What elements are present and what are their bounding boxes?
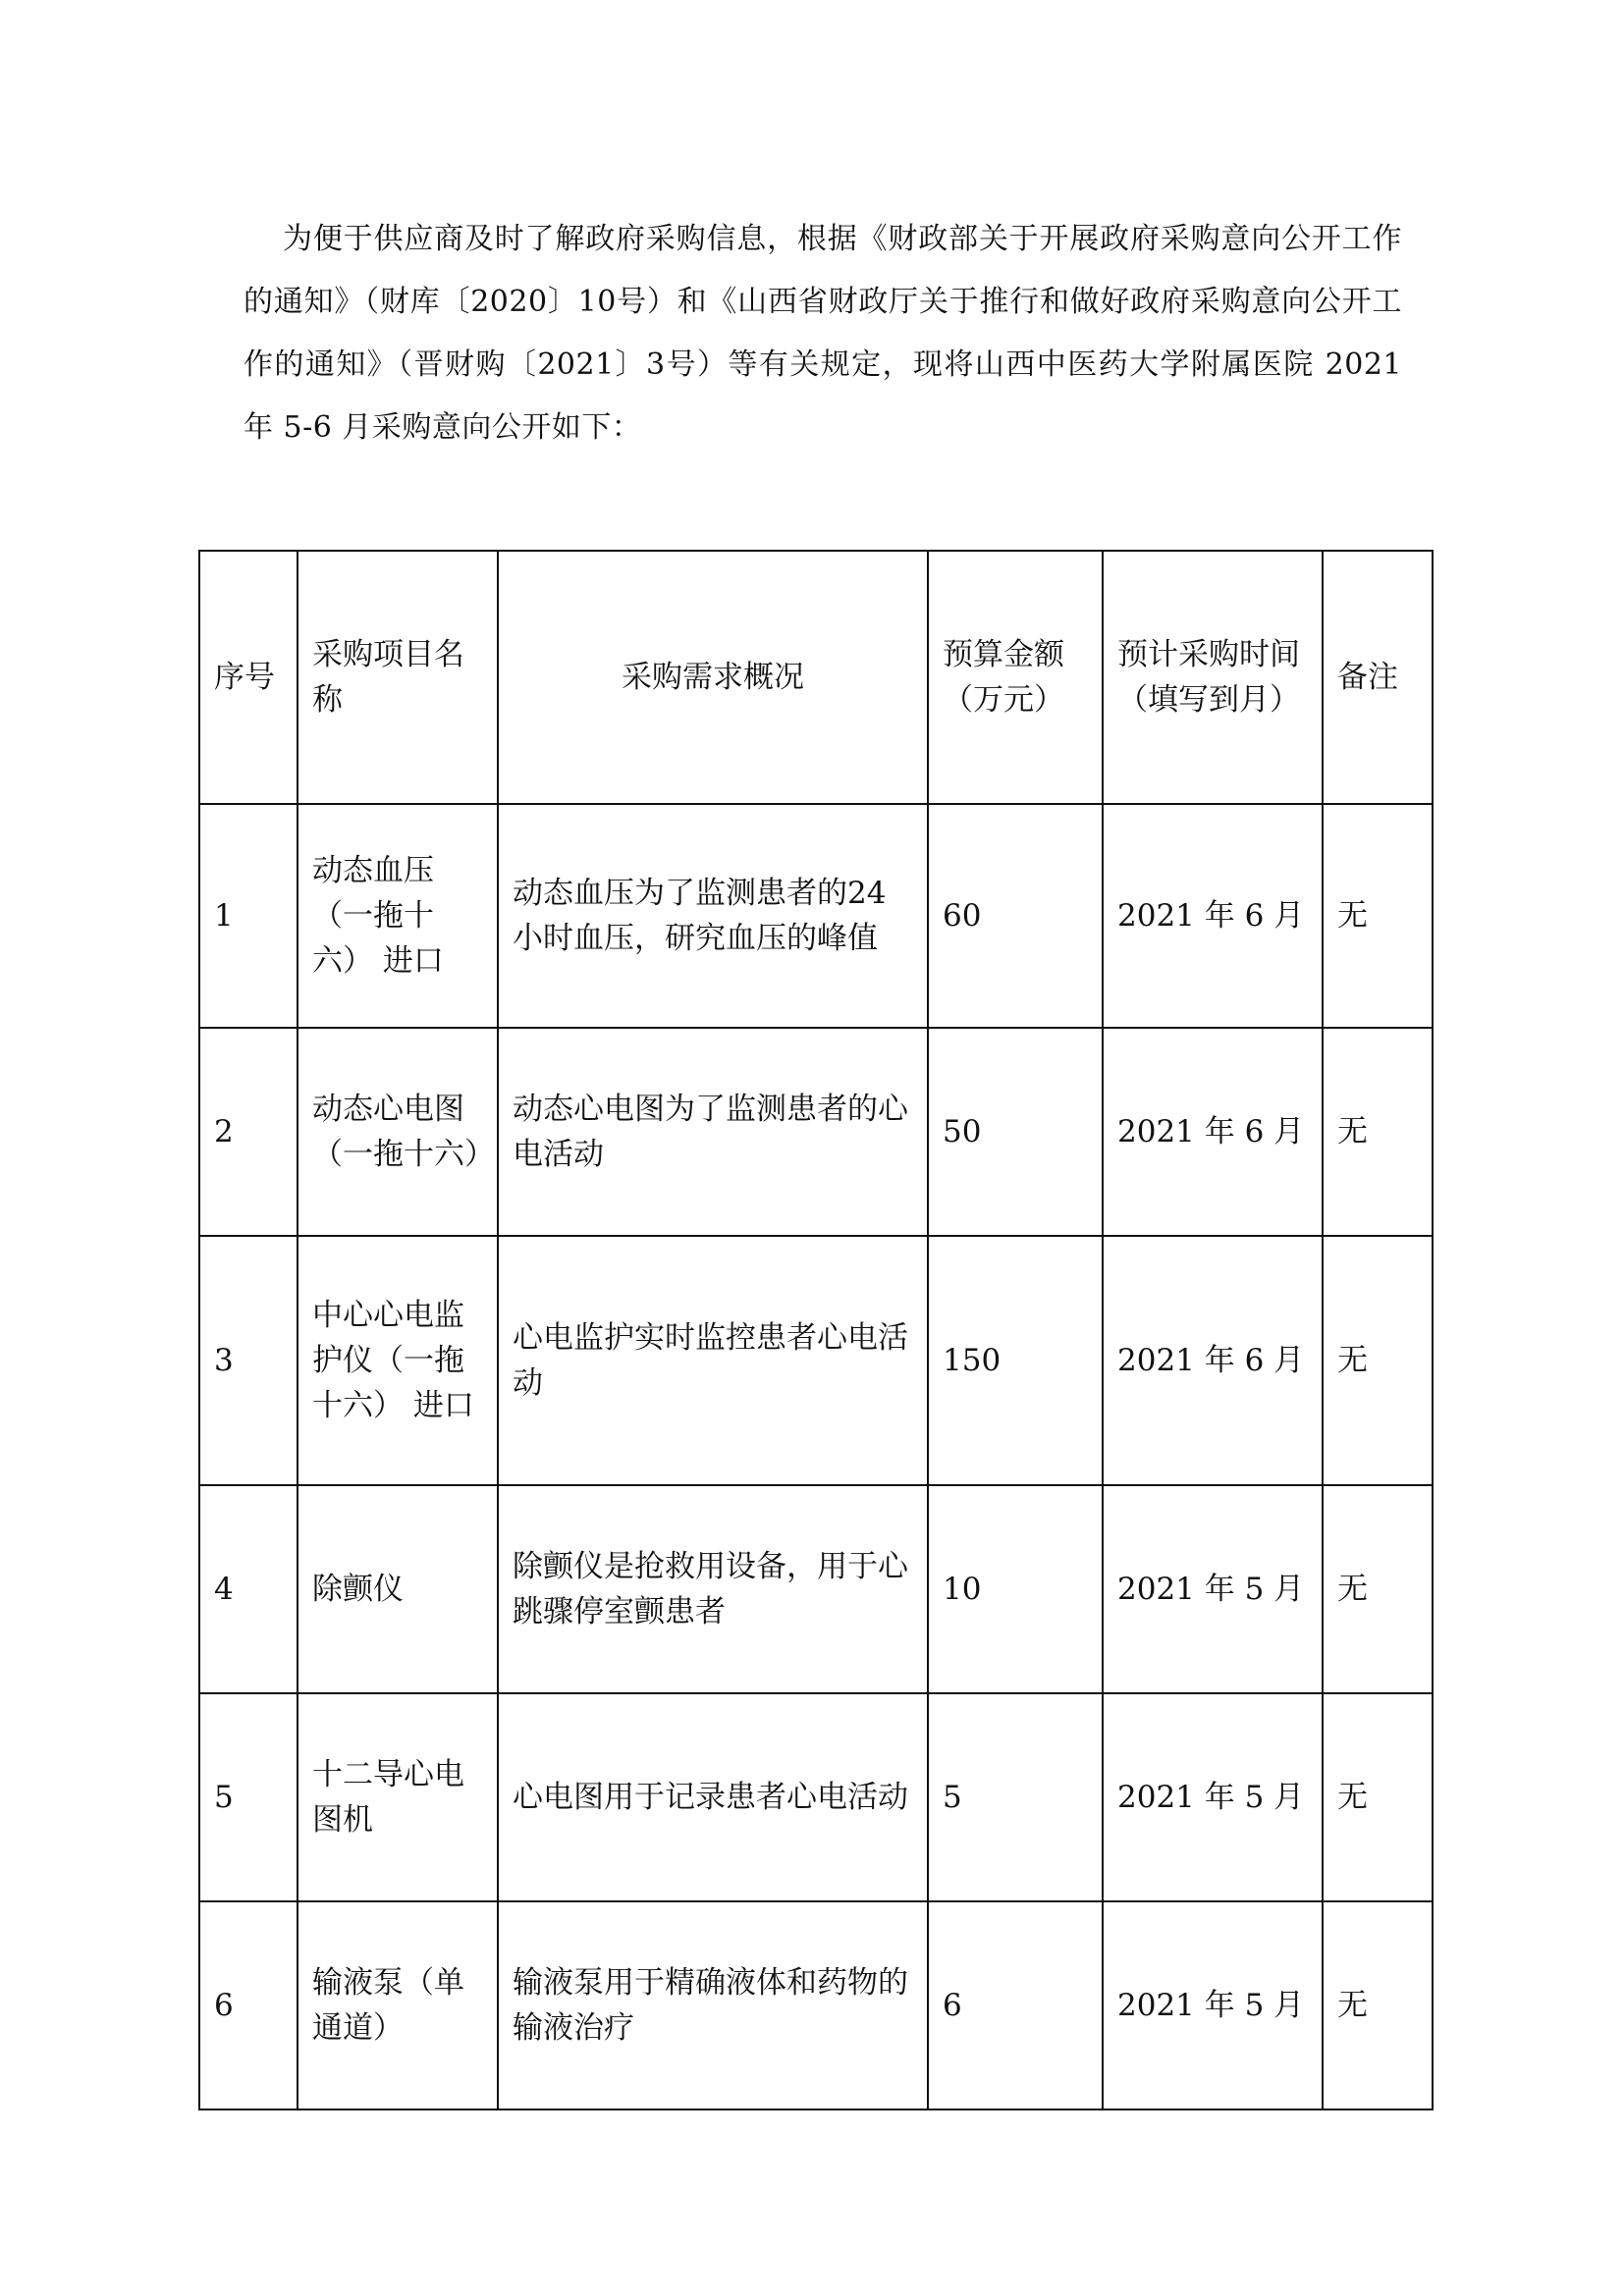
table-row	[199, 1901, 1433, 2109]
table-row	[199, 804, 1433, 1028]
table-row	[199, 1236, 1433, 1485]
header-name: 采购项目名称	[298, 551, 498, 804]
cell-time: 2021 年 5 月	[1103, 1693, 1323, 1901]
cell-desc: 动态血压为了监测患者的24小时血压，研究血压的峰值	[498, 804, 928, 1028]
header-time: 预计采购时间（填写到月）	[1103, 551, 1323, 804]
cell-remark: 无	[1323, 1028, 1433, 1236]
cell-budget: 60	[928, 804, 1103, 1028]
cell-time: 2021 年 5 月	[1103, 1901, 1323, 2109]
cell-seq: 1	[199, 804, 298, 1028]
table-row	[199, 1485, 1433, 1693]
cell-budget: 5	[928, 1693, 1103, 1901]
cell-time: 2021 年 6 月	[1103, 804, 1323, 1028]
cell-seq: 2	[199, 1028, 298, 1236]
table-header-row	[199, 551, 1433, 804]
cell-budget: 10	[928, 1485, 1103, 1693]
cell-desc: 心电图用于记录患者心电活动	[498, 1693, 928, 1901]
cell-remark: 无	[1323, 1901, 1433, 2109]
intro-paragraph: 为便于供应商及时了解政府采购信息，根据《财政部关于开展政府采购意向公开工作的通知》（财库〔2020〕10号）和《山西省财政厅关于推行和做好政府采购意向公开工作的通知》（晋财购〔2021〕3号）等有关规定，现将山西中医药大学附属医院 2021 年 5-6 月采购意向公开如下：	[244, 222, 1402, 445]
cell-time: 2021 年 6 月	[1103, 1028, 1323, 1236]
cell-desc: 输液泵用于精确液体和药物的输液治疗	[498, 1901, 928, 2109]
cell-time: 2021 年 6 月	[1103, 1236, 1323, 1485]
cell-name: 输液泵（单通道）	[298, 1901, 498, 2109]
cell-budget: 6	[928, 1901, 1103, 2109]
cell-budget: 50	[928, 1028, 1103, 1236]
cell-time: 2021 年 5 月	[1103, 1485, 1323, 1693]
table-row	[199, 1028, 1433, 1236]
cell-desc: 心电监护实时监控患者心电活动	[498, 1236, 928, 1485]
cell-budget: 150	[928, 1236, 1103, 1485]
header-desc: 采购需求概况	[498, 551, 928, 804]
cell-seq: 5	[199, 1693, 298, 1901]
cell-name: 十二导心电图机	[298, 1693, 498, 1901]
header-seq: 序号	[199, 551, 298, 804]
cell-desc: 除颤仪是抢救用设备，用于心跳骤停室颤患者	[498, 1485, 928, 1693]
table-row	[199, 1693, 1433, 1901]
cell-remark: 无	[1323, 1693, 1433, 1901]
cell-seq: 4	[199, 1485, 298, 1693]
cell-name: 动态心电图（一拖十六）	[298, 1028, 498, 1236]
procurement-table	[198, 550, 1434, 2110]
cell-seq: 6	[199, 1901, 298, 2109]
cell-name: 除颤仪	[298, 1485, 498, 1693]
header-budget: 预算金额（万元）	[928, 551, 1103, 804]
cell-remark: 无	[1323, 804, 1433, 1028]
cell-seq: 3	[199, 1236, 298, 1485]
cell-remark: 无	[1323, 1485, 1433, 1693]
cell-remark: 无	[1323, 1236, 1433, 1485]
header-remark: 备注	[1323, 551, 1433, 804]
cell-name: 动态血压（一拖十六） 进口	[298, 804, 498, 1028]
cell-name: 中心心电监护仪（一拖十六） 进口	[298, 1236, 498, 1485]
cell-desc: 动态心电图为了监测患者的心电活动	[498, 1028, 928, 1236]
